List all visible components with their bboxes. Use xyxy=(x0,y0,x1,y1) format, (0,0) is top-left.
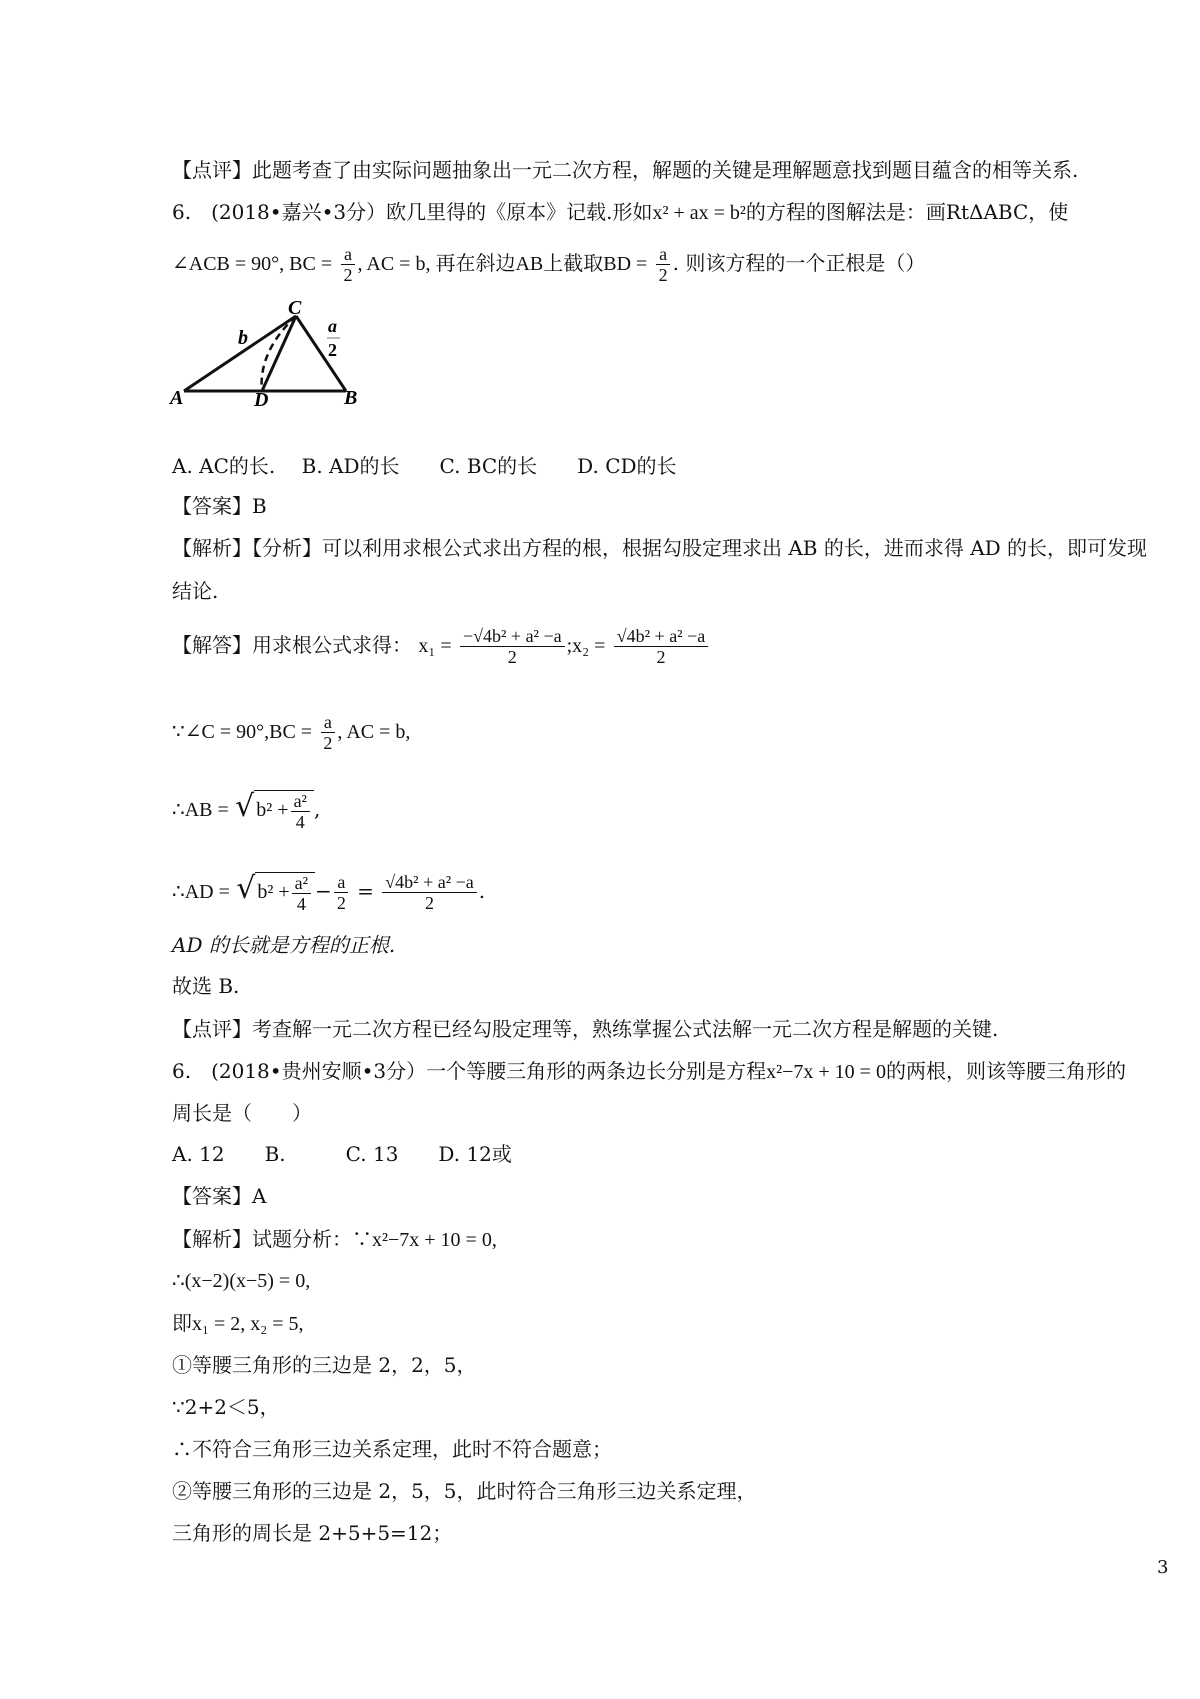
question-6b-tail: 的两根，则该等腰三角形的 xyxy=(885,1059,1126,1083)
question-6a-equation: x² + ax = b² xyxy=(652,202,746,224)
since-c: ∵∠C = 90°,BC = xyxy=(172,721,313,743)
question-6a-line-1 xyxy=(172,199,1068,226)
ad-result-fraction xyxy=(382,872,476,913)
fraction-a-over-2 xyxy=(340,244,355,285)
solution-label: 【解答】用求根公式求得： xyxy=(172,633,412,657)
label-side-a: a xyxy=(328,316,337,336)
analysis-6a-line-1: 【解析】【分析】可以利用求根公式求出方程的根，根据勾股定理求出 AB 的长，进而求得 AD 的长，即可发现 xyxy=(172,536,1148,560)
question-6b-line-2: 周长是（ ） xyxy=(172,1101,312,1125)
comment-line-2: 【点评】考查解一元二次方程已经勾股定理等，熟练掌握公式法解一元二次方程是解题的关键. xyxy=(172,1017,999,1041)
analysis-6b-equation: x²−7x + 10 = 0, xyxy=(372,1229,497,1251)
question-6a-head: 6. (2018•嘉兴•3分）欧几里得的《原本》记载.形如 xyxy=(172,200,653,224)
ab-radicand-text: b² + xyxy=(256,799,289,822)
fraction-numerator: a² xyxy=(292,873,311,894)
label-c: C xyxy=(288,297,302,319)
fraction-numerator: a xyxy=(334,872,348,893)
angle-condition: ∠ACB = 90°, BC = xyxy=(172,253,333,275)
since-c-line xyxy=(172,712,410,753)
options-6b: A. 12 B. C. 13 D. 12或 xyxy=(172,1142,512,1166)
ad-result-denominator: 2 xyxy=(425,893,435,914)
analysis-6b-line-1 xyxy=(172,1226,497,1253)
question-6a-tail: 的方程的图解法是：画RtΔABC，使 xyxy=(745,200,1069,224)
fraction-numerator: a xyxy=(321,712,335,733)
a2-over-4 xyxy=(291,791,310,832)
x2-fraction xyxy=(614,626,708,667)
case-1-conclusion: ∴不符合三角形三边关系定理，此时不符合题意； xyxy=(172,1437,612,1461)
fraction-denominator: 2 xyxy=(323,733,333,753)
fraction-numerator: a xyxy=(341,244,355,265)
fraction-a-over-2 xyxy=(334,872,349,913)
ab-line: ∴AB = √ b² + $\frac{\text{a²}}{4}$ , xyxy=(172,789,321,832)
label-b-vertex: B xyxy=(344,387,358,409)
ad-result-numerator: √4b² + a² −a xyxy=(382,872,476,893)
perimeter-line: 三角形的周长是 2+5+5=12； xyxy=(172,1521,453,1545)
x2-lhs: ;x₂ = xyxy=(566,635,606,657)
x2-denominator: 2 xyxy=(656,647,666,667)
a2-over-4 xyxy=(292,873,311,914)
question-6b-equation: x²−7x + 10 = 0 xyxy=(766,1061,886,1083)
fraction-numerator: a² xyxy=(291,791,310,812)
label-side-b: b xyxy=(238,327,248,349)
side-cb xyxy=(296,316,346,391)
roots-line xyxy=(172,1310,304,1337)
options-6a: A. AC的长. B. AD的长 C. BC的长 D. CD的长 xyxy=(172,454,677,478)
radical-sign: √ xyxy=(236,871,256,907)
analysis-6a-line-2: 结论. xyxy=(172,579,219,603)
fraction-denominator: 2 xyxy=(343,265,353,285)
fraction-a-over-2 xyxy=(320,712,335,753)
solution-formula-line xyxy=(172,626,710,667)
since-c-tail: , AC = b, xyxy=(337,721,411,743)
label-a: A xyxy=(170,387,184,409)
case-1-inequality: ∵2+2＜5， xyxy=(172,1395,280,1419)
fraction-denominator: 2 xyxy=(336,893,346,914)
case-2-line: ②等腰三角形的三边是 2，5，5，此时符合三角形三边关系定理， xyxy=(172,1479,757,1503)
roots-values: x₁ = 2, x₂ = 5, xyxy=(192,1313,304,1335)
x1-lhs: x₁ = xyxy=(418,635,452,657)
question-6a-line-2 xyxy=(172,244,925,285)
fraction-numerator: a xyxy=(656,244,670,265)
ad-radicand xyxy=(255,872,315,914)
comment-line-1: 【点评】此题考查了由实际问题抽象出一元二次方程，解题的关键是理解题意找到题目蕴含的相等关系. xyxy=(172,158,1079,182)
fraction-denominator: 4 xyxy=(295,812,305,832)
ad-radicand-text: b² + xyxy=(257,881,290,904)
factor-line: ∴(x−2)(x−5) = 0, xyxy=(172,1270,311,1292)
ab-radicand xyxy=(254,790,314,832)
question-6a-ask: . 则该方程的一个正根是（） xyxy=(672,251,926,275)
question-6b-head: 6. (2018•贵州安顺•3分）一个等腰三角形的两条边长分别是方程 xyxy=(172,1059,767,1083)
roots-label: 即 xyxy=(172,1311,192,1335)
fraction-denominator: 4 xyxy=(296,894,306,914)
case-1-line: ①等腰三角形的三边是 2，2，5， xyxy=(172,1353,477,1377)
answer-6b: 【答案】A xyxy=(172,1184,267,1208)
triangle-figure xyxy=(170,297,410,422)
ab-label: ∴AB = xyxy=(172,799,229,822)
fraction-a-over-2 xyxy=(656,244,671,285)
choose-b: 故选 B. xyxy=(172,974,240,998)
answer-6a: 【答案】B xyxy=(172,494,267,518)
x1-denominator: 2 xyxy=(507,647,517,667)
x1-fraction xyxy=(460,626,565,667)
ad-line: ∴AD = √ b² + $\frac{\text{a²}}{4}$ − $\frac{a}{2}$ = $\frac{\text{√4b² + a² −a}}{2}$ . xyxy=(172,871,486,914)
question-6b-line-1 xyxy=(172,1058,1126,1085)
ac-condition: , AC = b, 再在斜边AB上截取BD = xyxy=(357,253,648,275)
ad-positive-root: AD 的长就是方程的正根. xyxy=(172,933,396,957)
radical-sign: √ xyxy=(235,789,255,825)
x2-numerator: √4b² + a² −a xyxy=(614,626,708,647)
label-side-2: 2 xyxy=(328,340,337,360)
fraction-denominator: 2 xyxy=(658,265,668,285)
label-d: D xyxy=(254,389,269,411)
ad-label: ∴AD = xyxy=(172,881,230,904)
page-number: 3 xyxy=(1157,1557,1169,1578)
x1-numerator: −√4b² + a² −a xyxy=(460,626,565,647)
analysis-6b-label: 【解析】试题分析：∵ xyxy=(172,1227,372,1251)
